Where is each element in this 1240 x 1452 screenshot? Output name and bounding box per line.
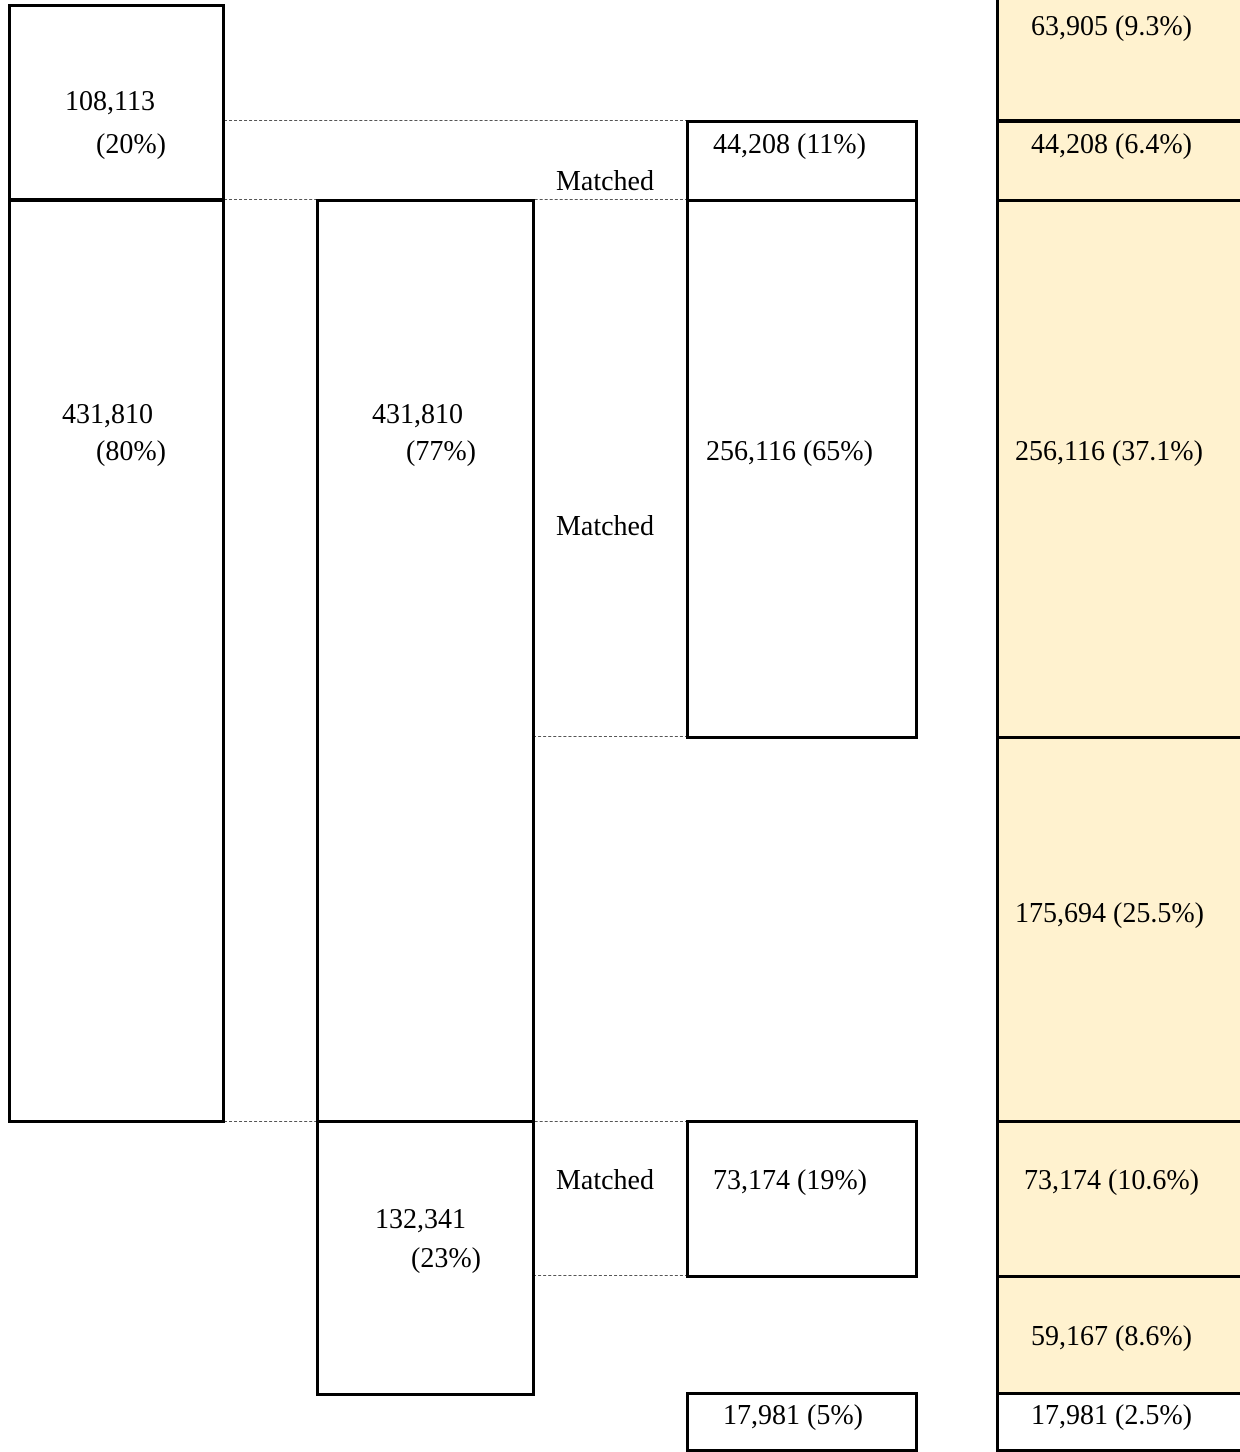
col1-top-value: 108,113	[65, 86, 155, 117]
col1-top-pct: (20%)	[96, 129, 166, 160]
col2-bottom-value: 132,341	[375, 1204, 466, 1235]
connector-line	[533, 736, 688, 737]
col1-box-bottom	[8, 199, 225, 1123]
col4-value: 44,208 (6.4%)	[1031, 129, 1192, 160]
col4-value: 256,116 (37.1%)	[1015, 436, 1203, 467]
col4-value: 63,905 (9.3%)	[1031, 11, 1192, 42]
col4-value: 73,174 (10.6%)	[1024, 1165, 1199, 1196]
col2-top-pct: (77%)	[406, 436, 476, 467]
col2-top-value: 431,810	[372, 399, 463, 430]
col3-value: 17,981 (5%)	[723, 1400, 863, 1431]
col3-box	[686, 1120, 918, 1278]
col1-bottom-pct: (80%)	[96, 436, 166, 467]
matched-label: Matched	[556, 1165, 654, 1196]
col3-value: 44,208 (11%)	[713, 129, 866, 160]
col4-value: 175,694 (25.5%)	[1015, 898, 1204, 929]
col2-bottom-pct: (23%)	[411, 1243, 481, 1274]
col4-value: 59,167 (8.6%)	[1031, 1321, 1192, 1352]
col2-box-top	[316, 199, 535, 1123]
col4-box	[996, 1120, 1240, 1278]
col4-box	[996, 199, 1240, 739]
col3-value: 73,174 (19%)	[713, 1165, 867, 1196]
connector-line	[533, 1275, 688, 1276]
col3-value: 256,116 (65%)	[706, 436, 873, 467]
col1-bottom-value: 431,810	[62, 399, 153, 430]
connector-line	[224, 120, 688, 121]
matched-label: Matched	[556, 166, 654, 197]
matched-label: Matched	[556, 511, 654, 542]
col4-value: 17,981 (2.5%)	[1031, 1400, 1192, 1431]
col3-box	[686, 199, 918, 739]
